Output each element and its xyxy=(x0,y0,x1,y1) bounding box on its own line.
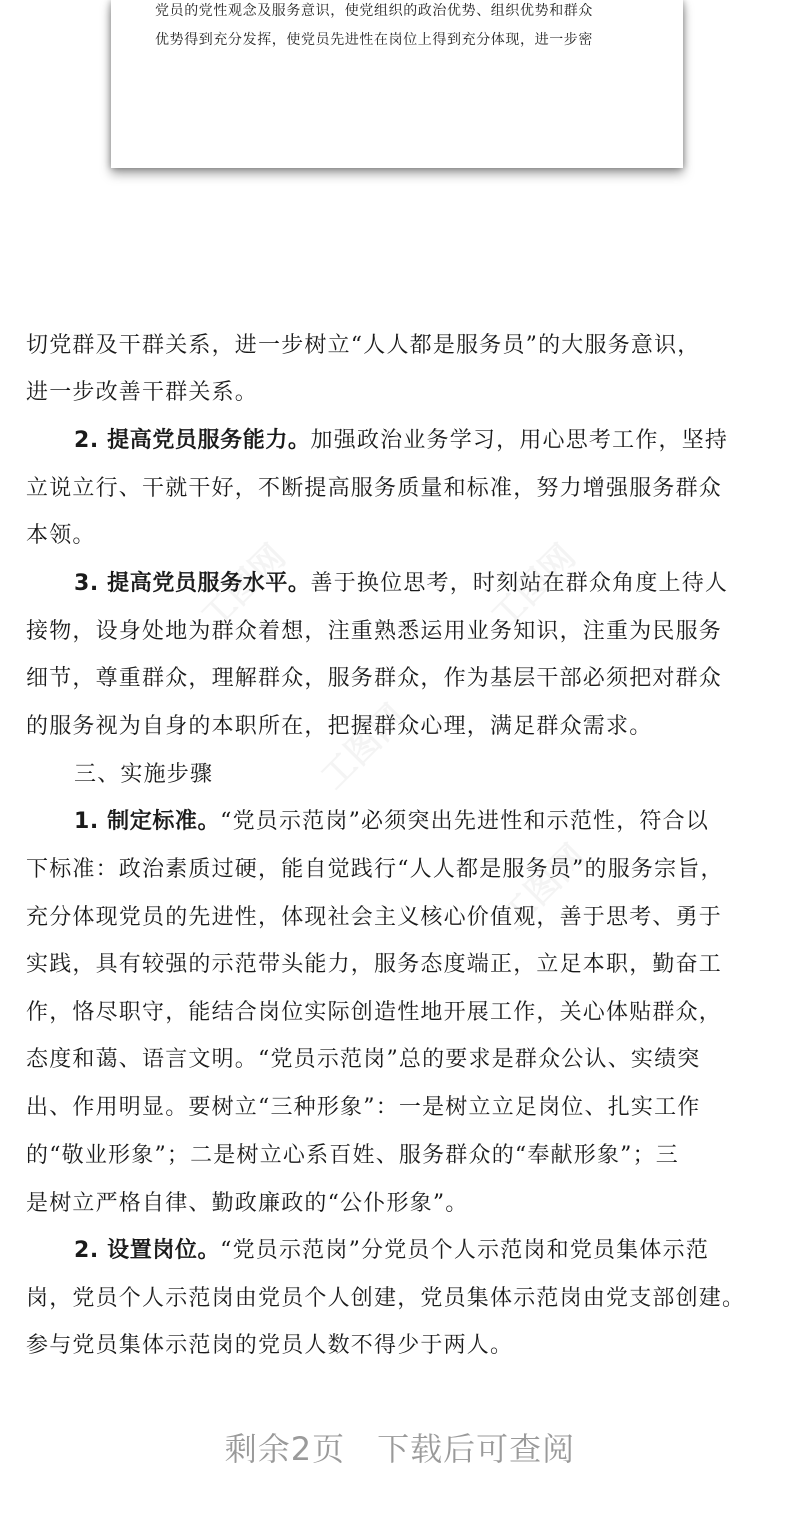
body-text-line: 态度和蔼、语言文明。“党员示范岗”总的要求是群众公认、实绩突 xyxy=(26,1047,701,1072)
body-text-line: 下标准：政治素质过硬，能自觉践行“人人都是服务员”的服务宗旨， xyxy=(26,857,724,882)
paragraph-service-level xyxy=(74,569,728,599)
body-text-line: 切党群及干群关系，进一步树立“人人都是服务员”的大服务意识， xyxy=(26,333,701,358)
body-text-line: 的“敬业形象”；二是树立心系百姓、服务群众的“奉献形象”；三 xyxy=(26,1143,679,1168)
remaining-pages-label: 剩余2页 xyxy=(224,1430,346,1468)
body-text-line: 是树立严格自律、勤政廉政的“公仆形象”。 xyxy=(26,1191,469,1216)
section-heading: 三、实施步骤 xyxy=(74,762,214,787)
paragraph-heading: 2. 设置岗位。 xyxy=(74,1238,221,1263)
paragraph-text: 善于换位思考，时刻站在群众角度上待人 xyxy=(310,571,729,596)
download-hint[interactable] xyxy=(0,1424,800,1470)
body-text-line: 本领。 xyxy=(26,523,96,548)
paragraph-set-posts xyxy=(74,1236,709,1266)
body-text-line: 立说立行、干就干好，不断提高服务质量和标准，努力增强服务群众 xyxy=(26,476,723,501)
watermark xyxy=(308,691,415,798)
body-text-line: 接物，设身处地为群众着想，注重熟悉运用业务知识，注重为民服务 xyxy=(26,619,723,644)
paragraph-heading: 3. 提高党员服务水平。 xyxy=(74,571,311,596)
paragraph-heading: 1. 制定标准。 xyxy=(74,809,221,834)
body-text-line: 岗，党员个人示范岗由党员个人创建，党员集体示范岗由党支部创建。 xyxy=(26,1286,746,1311)
paragraph-text: “党员示范岗”必须突出先进性和示范性，符合以 xyxy=(220,809,710,834)
preview-text-line: 党员的党性观念及服务意识，使党组织的政治优势、组织优势和群众 xyxy=(155,3,593,19)
preview-text-line: 优势得到充分发挥，使党员先进性在岗位上得到充分体现，进一步密 xyxy=(155,32,593,48)
body-text-line: 参与党员集体示范岗的党员人数不得少于两人。 xyxy=(26,1333,514,1358)
body-text-line: 出、作用明显。要树立“三种形象”：一是树立立足岗位、扎实工作 xyxy=(26,1095,701,1120)
paragraph-set-standard xyxy=(74,807,709,837)
body-text-line: 实践，具有较强的示范带头能力，服务态度端正，立足本职，勤奋工 xyxy=(26,952,723,977)
body-text-line: 充分体现党员的先进性，体现社会主义核心价值观，善于思考、勇于 xyxy=(26,905,723,930)
paragraph-service-ability xyxy=(74,426,728,456)
paragraph-text: “党员示范岗”分党员个人示范岗和党员集体示范 xyxy=(220,1238,710,1263)
body-text-line: 作，恪尽职守，能结合岗位实际创造性地开展工作，关心体贴群众， xyxy=(26,1000,723,1025)
body-text-line: 进一步改善干群关系。 xyxy=(26,380,259,405)
body-text-line: 的服务视为自身的本职所在，把握群众心理，满足群众需求。 xyxy=(26,714,653,739)
body-text-line: 细节，尊重群众，理解群众，服务群众，作为基层干部必须把对群众 xyxy=(26,666,723,691)
paragraph-heading: 2. 提高党员服务能力。 xyxy=(74,428,311,453)
download-to-view-label: 下载后可查阅 xyxy=(377,1430,576,1468)
previous-page-preview xyxy=(111,0,683,168)
paragraph-text: 加强政治业务学习，用心思考工作，坚持 xyxy=(310,428,729,453)
